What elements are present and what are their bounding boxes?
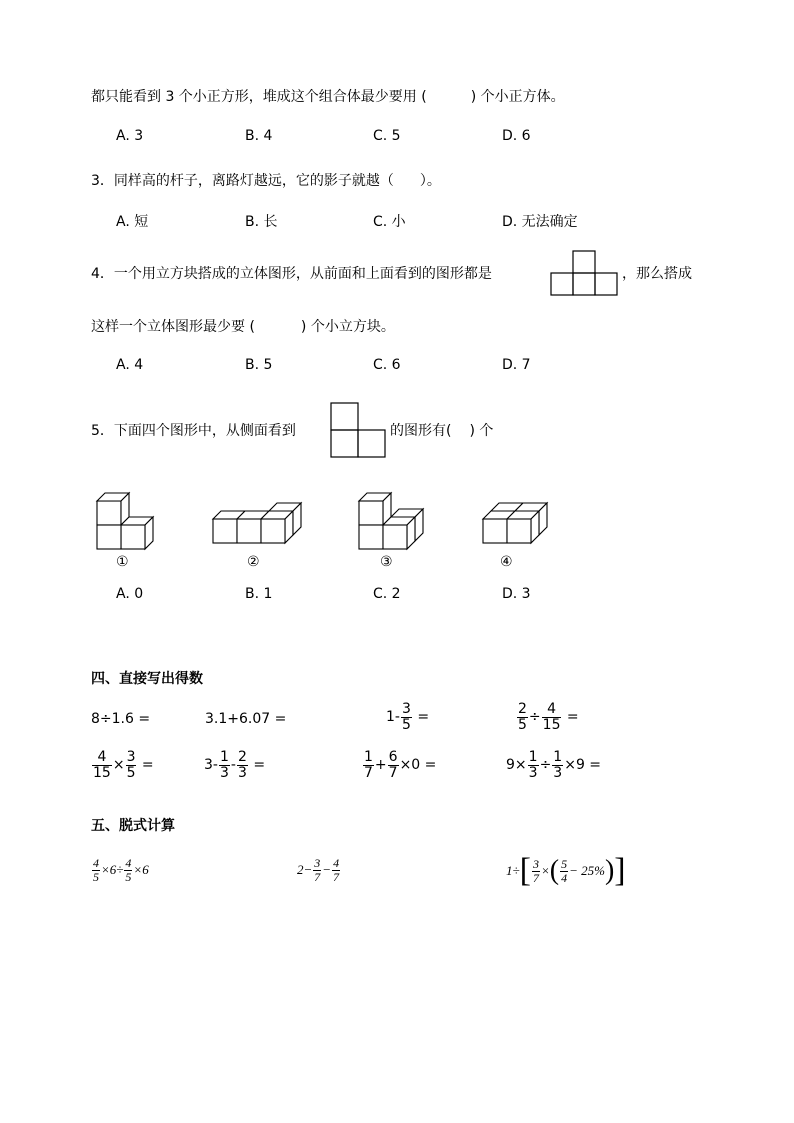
q2-option-c[interactable]: C. 5 (373, 128, 401, 144)
p4-den-1: 5 (518, 716, 527, 733)
p3-denominator: 5 (401, 716, 411, 733)
e1-mid: ×6÷ (101, 862, 124, 878)
p7-post: ×0 = (399, 757, 437, 774)
e1-den-1: 5 (93, 869, 99, 884)
p7-den-2: 7 (388, 764, 398, 781)
q3-option-d[interactable]: D. 无法确定 (502, 214, 578, 230)
e2-den-2: 7 (333, 869, 340, 884)
e3-den-1: 7 (532, 870, 539, 885)
q5-figure-label-4: ④ (500, 554, 513, 570)
e3-den-2: 4 (561, 870, 568, 885)
e2-pre: 2− (297, 862, 313, 878)
q4-option-a[interactable]: A. 4 (116, 357, 144, 373)
e2-op: − (322, 862, 332, 878)
expression-2 (297, 857, 341, 883)
q5-option-b[interactable]: B. 1 (245, 586, 273, 602)
q5-figure-label-2: ② (247, 554, 260, 570)
q5-text-before: 5．下面四个图形中，从侧面看到 (91, 423, 296, 439)
p4-op: ÷ (528, 709, 541, 726)
e1-fraction-2 (124, 857, 132, 883)
expression-3 (506, 852, 626, 890)
q5-option-c[interactable]: C. 2 (373, 586, 401, 602)
problem-2: 3.1+6.07 = (205, 711, 287, 727)
q5-figure-3 (358, 490, 424, 550)
e2-fraction-1 (313, 857, 321, 883)
p6-pre: 3- (204, 757, 218, 774)
e3-num-2: 5 (561, 856, 568, 871)
right-paren: ) (604, 855, 615, 886)
p8-num-1: 1 (528, 749, 538, 765)
problem-1: 8÷1.6 = (91, 711, 151, 727)
q3-text-after: ）。 (419, 173, 441, 189)
p4-fraction-1 (517, 702, 528, 732)
p5-fraction-1 (92, 750, 112, 780)
p6-post: = (248, 757, 266, 774)
q5-figure-1 (96, 490, 158, 550)
p7-den-1: 7 (364, 764, 373, 781)
problem-8 (506, 750, 601, 780)
p6-fraction-1 (219, 750, 230, 780)
e3-pre: 1÷ (506, 863, 520, 878)
p8-den-2: 3 (553, 764, 563, 781)
p6-fraction-2 (237, 750, 248, 780)
q2-line (91, 86, 565, 106)
q3-line (91, 170, 441, 190)
q4-line1-before: 4．一个用立方块搭成的立体图形，从前面和上面看到的图形都是 (91, 266, 492, 282)
p5-post: = (137, 757, 154, 774)
e1-den-2: 5 (125, 869, 132, 884)
q5-text-end: ) 个 (469, 423, 494, 439)
q4-option-c[interactable]: C. 6 (373, 357, 401, 373)
p7-fraction-1 (363, 750, 374, 780)
p4-num-2: 4 (542, 702, 562, 718)
p7-fraction-2 (388, 750, 399, 780)
p4-num-1: 2 (518, 701, 527, 717)
p3-pre: 1- (386, 709, 400, 726)
q3-option-c[interactable]: C. 小 (373, 214, 406, 230)
problem-5 (91, 750, 154, 780)
e2-num-1: 3 (314, 856, 321, 870)
p7-op: + (374, 757, 387, 774)
p6-op: - (230, 757, 236, 774)
problem-4 (516, 702, 579, 732)
q2-text-after: ) 个小正方体。 (470, 89, 565, 105)
problem-7 (362, 750, 436, 780)
right-square-bracket: ] (614, 852, 626, 889)
p7-num-1: 1 (364, 749, 373, 765)
p6-num-1: 1 (219, 749, 229, 765)
q3-option-b[interactable]: B. 长 (245, 214, 278, 230)
e2-num-2: 4 (333, 856, 340, 870)
p5-op: × (112, 757, 125, 774)
p8-post: ×9 = (564, 757, 602, 774)
q5-figure-4 (482, 508, 546, 550)
e2-fraction-2 (332, 857, 340, 883)
p5-num-1: 4 (92, 750, 112, 766)
problem-3 (386, 702, 429, 732)
q4-line2 (91, 316, 395, 336)
p5-num-2: 3 (126, 749, 136, 765)
e3-fraction-1 (532, 858, 540, 884)
expression-1 (91, 857, 149, 883)
left-square-bracket: [ (519, 852, 531, 889)
e1-post: ×6 (133, 862, 149, 878)
problem-6 (204, 750, 265, 780)
p8-den-1: 3 (528, 764, 538, 781)
q5-line-after (390, 420, 493, 440)
q5-side-view-figure (330, 402, 386, 458)
p4-post: = (562, 709, 579, 726)
p6-den-2: 3 (237, 764, 247, 781)
q5-option-d[interactable]: D. 3 (502, 586, 531, 602)
p3-numerator: 3 (401, 701, 411, 717)
p8-fraction-1 (528, 750, 539, 780)
p8-fraction-2 (552, 750, 563, 780)
e1-fraction-1 (92, 857, 100, 883)
p8-op: ÷ (539, 757, 552, 774)
q4-option-b[interactable]: B. 5 (245, 357, 273, 373)
p7-num-2: 6 (388, 749, 398, 765)
left-paren: ( (549, 855, 560, 886)
e3-num-1: 3 (532, 856, 539, 871)
q4-option-d[interactable]: D. 7 (502, 357, 531, 373)
e1-num-1: 4 (93, 856, 99, 870)
section5-heading: 五、脱式计算 (91, 818, 175, 834)
e1-num-2: 4 (125, 856, 132, 870)
p8-num-2: 1 (553, 749, 563, 765)
q4-line2-before: 这样一个立体图形最少要 ( (91, 319, 255, 335)
q3-option-a[interactable]: A. 短 (116, 214, 149, 230)
e2-den-1: 7 (314, 869, 321, 884)
q2-text-before: 都只能看到 3 个小正方形，堆成这个组合体最少要用 ( (91, 89, 427, 105)
e3-post: − 25% (569, 863, 605, 878)
p3-fraction (401, 702, 412, 732)
q5-figure-2 (212, 508, 302, 550)
e3-op: × (540, 863, 550, 878)
q5-text-after: 的图形有( (390, 423, 452, 439)
q5-figure-label-1: ① (116, 554, 129, 570)
p8-pre: 9× (506, 757, 527, 774)
p6-num-2: 2 (237, 749, 247, 765)
p5-fraction-2 (126, 750, 137, 780)
p4-fraction-2 (542, 702, 562, 732)
q3-text: 3．同样高的杆子，离路灯越远，它的影子就越（ (91, 173, 394, 189)
p6-den-1: 3 (219, 764, 229, 781)
section4-heading: 四、直接写出得数 (91, 671, 203, 687)
p5-den-1: 15 (93, 764, 111, 781)
p3-post: = (412, 709, 430, 726)
q5-option-a[interactable]: A. 0 (116, 586, 144, 602)
e3-fraction-2 (560, 858, 568, 884)
q4-view-figure (550, 250, 618, 296)
q4-line2-after: ) 个小立方块。 (300, 319, 395, 335)
p4-den-2: 15 (542, 716, 561, 733)
q4-line1-after: ，那么搭成 (622, 266, 692, 282)
q2-option-b[interactable]: B. 4 (245, 128, 273, 144)
q5-figure-label-3: ③ (380, 554, 393, 570)
q2-option-d[interactable]: D. 6 (502, 128, 531, 144)
p5-den-2: 5 (126, 764, 136, 781)
q2-option-a[interactable]: A. 3 (116, 128, 144, 144)
